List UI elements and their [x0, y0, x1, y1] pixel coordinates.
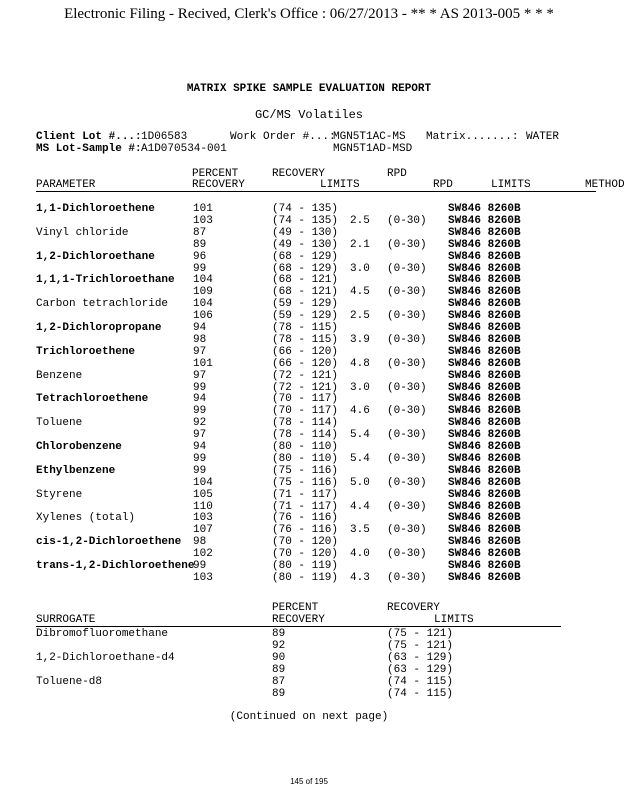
- recovery-limits-cell: (80 - 119): [272, 560, 339, 572]
- method-cell: SW846 8260B: [448, 548, 521, 561]
- col-recovery-top: RECOVERY: [272, 168, 325, 180]
- parameter-cell: Carbon tetrachloride: [36, 298, 169, 311]
- sur-col-recovery-top: RECOVERY: [387, 602, 440, 614]
- surrogate-recovery-cell: 89: [272, 663, 286, 676]
- surrogate-row: [0, 676, 618, 688]
- recovery-limits-cell: (80 - 110): [272, 441, 339, 453]
- table-row: [0, 370, 618, 382]
- surrogate-limits-cell: (74 - 115): [387, 675, 454, 688]
- recovery-cell: 97: [193, 369, 207, 382]
- rpd-limits-cell: (0-30): [387, 286, 427, 299]
- method-cell: SW846 8260B: [448, 310, 521, 323]
- filing-header: Electronic Filing - Recived, Clerk's Office : 06/27/2013 - ** * AS 2013-005 * * *: [64, 6, 554, 22]
- ms-lot-value: A1D070534-001: [141, 143, 227, 155]
- table-row: [0, 429, 618, 441]
- recovery-limits-cell: (76 - 116): [272, 524, 339, 537]
- surrogate-recovery-cell: 89: [272, 628, 286, 640]
- recovery-limits-cell: (78 - 115): [272, 333, 339, 346]
- recovery-cell: 98: [193, 536, 207, 549]
- recovery-limits-cell: (71 - 117): [272, 500, 339, 513]
- method-cell: SW846 8260B: [448, 524, 521, 537]
- parameter-cell: Trichloroethene: [36, 345, 136, 358]
- col-parameter: PARAMETER: [36, 179, 96, 191]
- method-cell: SW846 8260B: [448, 464, 521, 477]
- table-row: [0, 560, 618, 572]
- recovery-cell: 106: [193, 310, 213, 323]
- method-cell: SW846 8260B: [448, 500, 521, 513]
- parameter-cell: Styrene: [36, 488, 83, 501]
- parameter-cell: Xylenes (total): [36, 512, 136, 525]
- recovery-limits-cell: (80 - 110): [272, 452, 339, 465]
- table-row: [0, 572, 618, 584]
- surrogate-recovery-cell: 92: [272, 639, 286, 652]
- matrix-value: WATER: [526, 131, 560, 143]
- sur-col-limits: LIMITS: [434, 614, 474, 626]
- surrogate-row: [0, 652, 618, 664]
- recovery-limits-cell: (78 - 114): [272, 429, 339, 442]
- method-cell: SW846 8260B: [448, 381, 521, 394]
- table-row: [0, 239, 618, 251]
- work-order-value: MGN5T1AC-MS: [333, 131, 406, 143]
- work-order-label: Work Order #...:: [230, 131, 336, 143]
- parameter-cell: Chlorobenzene: [36, 441, 122, 453]
- table-row: [0, 358, 618, 370]
- client-lot-value: 1D06583: [141, 131, 188, 143]
- surrogate-limits-cell: (75 - 121): [387, 628, 454, 640]
- rpd-cell: 3.0: [350, 262, 370, 275]
- recovery-limits-cell: (68 - 129): [272, 262, 339, 275]
- recovery-cell: 99: [193, 452, 207, 465]
- recovery-cell: 102: [193, 548, 213, 561]
- method-cell: SW846 8260B: [448, 357, 521, 370]
- surrogate-limits-cell: (74 - 115): [387, 687, 454, 700]
- rpd-limits-cell: (0-30): [387, 333, 427, 346]
- col-recovery: RECOVERY: [192, 179, 245, 191]
- parameter-cell: Vinyl chloride: [36, 226, 129, 239]
- header-rule: [36, 191, 596, 192]
- rpd-cell: 4.8: [350, 357, 370, 370]
- recovery-cell: 104: [193, 274, 213, 287]
- table-row: [0, 548, 618, 560]
- method-cell: SW846 8260B: [448, 476, 521, 489]
- parameter-cell: 1,1-Dichloroethene: [36, 203, 155, 215]
- recovery-cell: 98: [193, 333, 207, 346]
- rpd-limits-cell: (0-30): [387, 500, 427, 513]
- recovery-limits-cell: (70 - 117): [272, 405, 339, 418]
- work-order2-value: MGN5T1AD-MSD: [333, 143, 413, 155]
- rpd-cell: 5.0: [350, 476, 370, 489]
- method-cell: SW846 8260B: [448, 333, 521, 346]
- recovery-cell: 96: [193, 250, 207, 263]
- table-row: [0, 322, 618, 334]
- rpd-cell: 3.9: [350, 333, 370, 346]
- surrogate-name-cell: Dibromofluoromethane: [36, 628, 169, 640]
- rpd-limits-cell: (0-30): [387, 452, 427, 465]
- parameter-cell: cis-1,2-Dichloroethene: [36, 536, 182, 549]
- recovery-cell: 101: [193, 203, 213, 215]
- rpd-limits-cell: (0-30): [387, 524, 427, 537]
- parameter-cell: Tetrachloroethene: [36, 393, 149, 406]
- method-cell: SW846 8260B: [448, 345, 521, 358]
- recovery-limits-cell: (68 - 121): [272, 286, 339, 299]
- table-row: [0, 489, 618, 501]
- table-row: [0, 536, 618, 548]
- rpd-limits-cell: (0-30): [387, 238, 427, 251]
- col-rpd-top: RPD: [387, 168, 407, 180]
- recovery-limits-cell: (66 - 120): [272, 357, 339, 370]
- method-cell: SW846 8260B: [448, 322, 521, 334]
- rpd-cell: 3.5: [350, 524, 370, 537]
- recovery-cell: 99: [193, 262, 207, 275]
- method-cell: SW846 8260B: [448, 488, 521, 501]
- rpd-cell: 4.0: [350, 548, 370, 561]
- recovery-cell: 101: [193, 357, 213, 370]
- recovery-limits-cell: (78 - 115): [272, 322, 339, 334]
- method-cell: SW846 8260B: [448, 429, 521, 442]
- col-rpd: RPD: [433, 179, 453, 191]
- rpd-limits-cell: (0-30): [387, 571, 427, 584]
- parameter-cell: Toluene: [36, 417, 83, 430]
- parameter-cell: Benzene: [36, 369, 83, 382]
- method-cell: SW846 8260B: [448, 536, 521, 549]
- surrogate-row: [0, 628, 618, 640]
- rpd-cell: 2.5: [350, 310, 370, 323]
- rpd-limits-cell: (0-30): [387, 381, 427, 394]
- recovery-limits-cell: (70 - 120): [272, 536, 339, 549]
- table-row: [0, 334, 618, 346]
- recovery-limits-cell: (80 - 119): [272, 571, 339, 584]
- surrogate-name-cell: 1,2-Dichloroethane-d4: [36, 651, 175, 664]
- method-cell: SW846 8260B: [448, 250, 521, 263]
- rpd-cell: 4.4: [350, 500, 370, 513]
- surrogate-limits-cell: (63 - 129): [387, 651, 454, 664]
- ms-lot-label: MS Lot-Sample #:: [36, 143, 142, 155]
- report-title: MATRIX SPIKE SAMPLE EVALUATION REPORT: [186, 83, 432, 95]
- rpd-cell: 4.5: [350, 286, 370, 299]
- col-percent: PERCENT: [192, 168, 239, 180]
- recovery-limits-cell: (75 - 116): [272, 476, 339, 489]
- rpd-limits-cell: (0-30): [387, 357, 427, 370]
- recovery-limits-cell: (68 - 129): [272, 250, 339, 263]
- report-subtitle: [0, 108, 618, 122]
- recovery-cell: 94: [193, 322, 207, 334]
- sur-col-percent: PERCENT: [272, 602, 319, 614]
- surrogate-limits-cell: (63 - 129): [387, 663, 454, 676]
- recovery-cell: 99: [193, 405, 207, 418]
- method-cell: SW846 8260B: [448, 571, 521, 584]
- method-cell: SW846 8260B: [448, 238, 521, 251]
- recovery-limits-cell: (72 - 121): [272, 369, 339, 382]
- surrogate-recovery-cell: 89: [272, 687, 286, 700]
- recovery-limits-cell: (49 - 130): [272, 226, 339, 239]
- recovery-limits-cell: (68 - 121): [272, 274, 339, 287]
- recovery-limits-cell: (66 - 120): [272, 345, 339, 358]
- rpd-limits-cell: (0-30): [387, 548, 427, 561]
- recovery-cell: 97: [193, 345, 207, 358]
- table-row: [0, 203, 618, 215]
- method-cell: SW846 8260B: [448, 405, 521, 418]
- table-row: [0, 310, 618, 322]
- rpd-limits-cell: (0-30): [387, 476, 427, 489]
- table-row: [0, 512, 618, 524]
- method-cell: SW846 8260B: [448, 560, 521, 572]
- recovery-limits-cell: (70 - 117): [272, 393, 339, 406]
- recovery-cell: 109: [193, 286, 213, 299]
- col-method: METHOD: [585, 179, 625, 191]
- rpd-cell: 2.5: [350, 214, 370, 227]
- recovery-limits-cell: (72 - 121): [272, 381, 339, 394]
- method-cell: SW846 8260B: [448, 262, 521, 275]
- table-row: [0, 417, 618, 429]
- col-limits: LIMITS: [320, 179, 360, 191]
- table-row: [0, 477, 618, 489]
- table-row: [0, 465, 618, 477]
- recovery-cell: 97: [193, 429, 207, 442]
- surrogate-rule: [36, 626, 561, 627]
- method-cell: SW846 8260B: [448, 214, 521, 227]
- recovery-limits-cell: (75 - 116): [272, 464, 339, 477]
- sur-col-recovery: RECOVERY: [272, 614, 325, 626]
- method-cell: SW846 8260B: [448, 369, 521, 382]
- table-row: [0, 501, 618, 513]
- recovery-limits-cell: (74 - 135): [272, 203, 339, 215]
- matrix-label: Matrix.......:: [426, 131, 519, 143]
- rpd-cell: 5.4: [350, 452, 370, 465]
- surrogate-row: [0, 664, 618, 676]
- sur-col-surrogate: SURROGATE: [36, 614, 96, 626]
- table-row: [0, 286, 618, 298]
- recovery-cell: 103: [193, 512, 213, 525]
- surrogate-recovery-cell: 87: [272, 675, 286, 688]
- subtitle-text: GC/MS Volatiles: [254, 108, 364, 122]
- table-row: [0, 298, 618, 310]
- table-row: [0, 524, 618, 536]
- method-cell: SW846 8260B: [448, 512, 521, 525]
- client-lot-label: Client Lot #...:: [36, 131, 142, 143]
- table-row: [0, 393, 618, 405]
- method-cell: SW846 8260B: [448, 441, 521, 453]
- parameter-cell: Ethylbenzene: [36, 464, 116, 477]
- surrogate-row: [0, 688, 618, 700]
- recovery-cell: 104: [193, 476, 213, 489]
- method-cell: SW846 8260B: [448, 286, 521, 299]
- table-row: [0, 441, 618, 453]
- recovery-limits-cell: (78 - 114): [272, 417, 339, 430]
- rpd-cell: 2.1: [350, 238, 370, 251]
- recovery-cell: 99: [193, 560, 207, 572]
- recovery-cell: 110: [193, 500, 213, 513]
- parameter-cell: 1,1,1-Trichloroethane: [36, 274, 175, 287]
- method-cell: SW846 8260B: [448, 203, 521, 215]
- rpd-limits-cell: (0-30): [387, 429, 427, 442]
- table-row: [0, 382, 618, 394]
- recovery-limits-cell: (70 - 120): [272, 548, 339, 561]
- continued-note: (Continued on next page): [229, 711, 389, 723]
- col-rpd-limits: LIMITS: [491, 179, 531, 191]
- recovery-cell: 94: [193, 441, 207, 453]
- rpd-cell: 4.6: [350, 405, 370, 418]
- surrogate-recovery-cell: 90: [272, 651, 286, 664]
- method-cell: SW846 8260B: [448, 452, 521, 465]
- recovery-limits-cell: (49 - 130): [272, 238, 339, 251]
- recovery-cell: 89: [193, 238, 207, 251]
- recovery-limits-cell: (71 - 117): [272, 488, 339, 501]
- recovery-limits-cell: (59 - 129): [272, 298, 339, 311]
- recovery-cell: 94: [193, 393, 207, 406]
- method-cell: SW846 8260B: [448, 417, 521, 430]
- surrogate-name-cell: Toluene-d8: [36, 675, 103, 688]
- recovery-cell: 105: [193, 488, 213, 501]
- rpd-cell: 3.0: [350, 381, 370, 394]
- surrogate-limits-cell: (75 - 121): [387, 639, 454, 652]
- parameter-cell: 1,2-Dichloropropane: [36, 322, 162, 334]
- table-row: [0, 251, 618, 263]
- recovery-cell: 104: [193, 298, 213, 311]
- table-row: [0, 405, 618, 417]
- method-cell: SW846 8260B: [448, 226, 521, 239]
- recovery-limits-cell: (76 - 116): [272, 512, 339, 525]
- table-row: [0, 346, 618, 358]
- rpd-limits-cell: (0-30): [387, 405, 427, 418]
- parameter-cell: 1,2-Dichloroethane: [36, 250, 155, 263]
- table-row: [0, 227, 618, 239]
- table-row: [0, 453, 618, 465]
- recovery-cell: 103: [193, 571, 213, 584]
- recovery-limits-cell: (74 - 135): [272, 214, 339, 227]
- rpd-limits-cell: (0-30): [387, 310, 427, 323]
- rpd-limits-cell: (0-30): [387, 262, 427, 275]
- recovery-cell: 103: [193, 214, 213, 227]
- table-row: [0, 263, 618, 275]
- parameter-cell: trans-1,2-Dichloroethene: [36, 560, 195, 572]
- table-row: [0, 274, 618, 286]
- rpd-cell: 4.3: [350, 571, 370, 584]
- method-cell: SW846 8260B: [448, 298, 521, 311]
- recovery-cell: 99: [193, 464, 207, 477]
- recovery-cell: 87: [193, 226, 207, 239]
- recovery-cell: 107: [193, 524, 213, 537]
- surrogate-row: [0, 640, 618, 652]
- rpd-limits-cell: (0-30): [387, 214, 427, 227]
- recovery-limits-cell: (59 - 129): [272, 310, 339, 323]
- rpd-cell: 5.4: [350, 429, 370, 442]
- table-row: [0, 215, 618, 227]
- method-cell: SW846 8260B: [448, 274, 521, 287]
- recovery-cell: 99: [193, 381, 207, 394]
- recovery-cell: 92: [193, 417, 207, 430]
- method-cell: SW846 8260B: [448, 393, 521, 406]
- page-number: 145 of 195: [290, 777, 328, 786]
